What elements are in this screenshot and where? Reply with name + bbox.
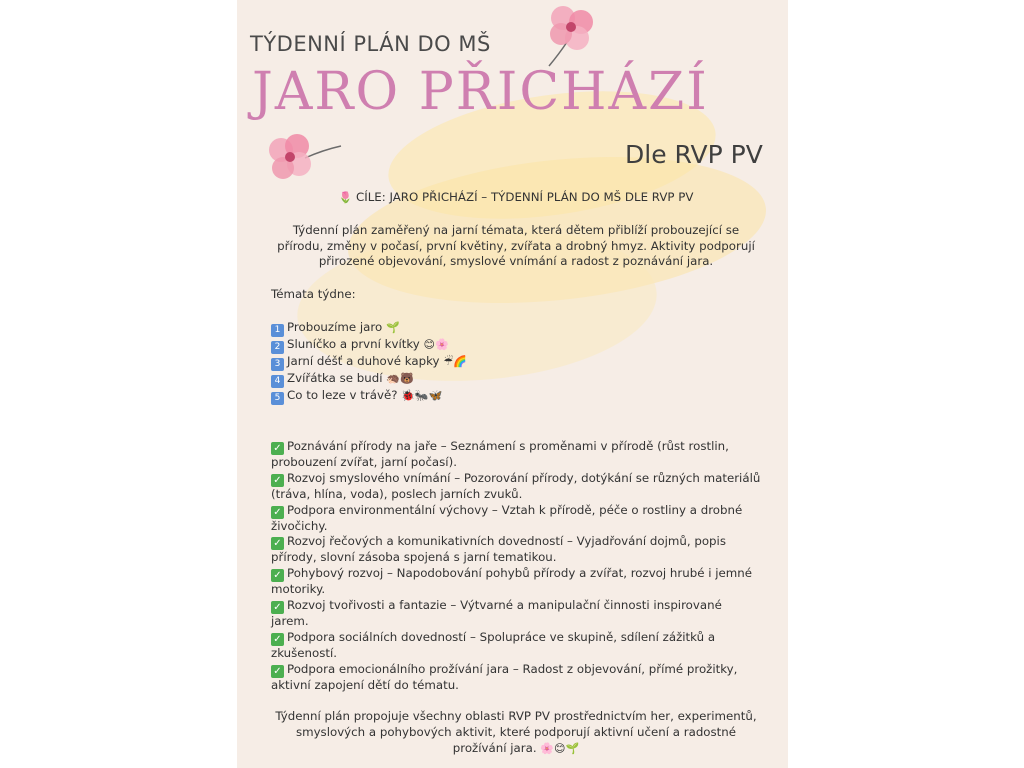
sun-flower-icon: 😊🌸	[423, 337, 449, 351]
goal-text: Rozvoj tvořivosti a fantazie – Výtvarné a manipulační činnosti inspirované jarem.	[271, 597, 722, 628]
list-item	[271, 662, 761, 694]
flower-smile-sprout-icon: 🌸😊🌱	[540, 741, 580, 755]
number-badge-icon: 2	[271, 341, 284, 354]
list-item	[271, 320, 761, 337]
list-item	[271, 388, 761, 405]
list-item	[271, 354, 761, 371]
document-title: JARO PŘICHÁZÍ	[252, 62, 709, 122]
list-item	[271, 371, 761, 388]
document-subtitle: TÝDENNÍ PLÁN DO MŠ	[250, 32, 491, 56]
list-item	[271, 598, 761, 630]
number-badge-icon: 3	[271, 358, 284, 371]
document-tagline: Dle RVP PV	[625, 140, 763, 169]
themes-list	[271, 320, 761, 405]
checkmark-icon: ✓	[271, 537, 284, 550]
number-badge-icon: 1	[271, 324, 284, 337]
checkmark-icon: ✓	[271, 633, 284, 646]
closing-text: Týdenní plán propojuje všechny oblasti RVP PV prostřednictvím her, experimentů, smyslových a pohybových aktivit, které podporují aktivní učení a radostné prožívání jara.	[275, 709, 757, 755]
list-item	[271, 471, 761, 503]
document-page	[237, 0, 788, 768]
theme-text: Zvířátka se budí	[287, 370, 383, 385]
checkmark-icon: ✓	[271, 474, 284, 487]
pink-flower-icon	[265, 128, 345, 188]
theme-text: Sluníčko a první kvítky	[287, 336, 420, 351]
checkmark-icon: ✓	[271, 506, 284, 519]
goals-list	[271, 439, 761, 693]
goal-text: Rozvoj řečových a komunikativních dovedností – Vyjadřování dojmů, popis přírody, slovní zásoba spojená s jarní tematikou.	[271, 534, 726, 565]
list-item	[271, 337, 761, 354]
number-badge-icon: 5	[271, 392, 284, 405]
number-badge-icon: 4	[271, 375, 284, 388]
goal-text: Rozvoj smyslového vnímání – Pozorování přírody, dotýkání se různých materiálů (tráva, hlína, voda), poslech jarních zvuků.	[271, 470, 761, 501]
sprout-icon: 🌱	[385, 320, 400, 334]
closing-paragraph	[271, 709, 761, 756]
list-item	[271, 534, 761, 566]
document-body	[271, 190, 761, 757]
goal-text: Poznávání přírody na jaře – Seznámení s proměnami v přírodě (růst rostlin, probouzení zvířat, jarní počasí).	[271, 438, 729, 469]
checkmark-icon: ✓	[271, 442, 284, 455]
insects-icon: 🐞🐜🦋	[401, 388, 443, 402]
hedgehog-bear-icon: 🦔🐻	[386, 371, 414, 385]
checkmark-icon: ✓	[271, 601, 284, 614]
checkmark-icon: ✓	[271, 569, 284, 582]
umbrella-rainbow-icon: ☔🌈	[443, 354, 467, 368]
theme-text: Jarní déšť a duhové kapky	[287, 353, 440, 368]
goal-text: Podpora emocionálního prožívání jara – Radost z objevování, přímé prožitky, aktivní zapojení dětí do tématu.	[271, 661, 738, 692]
list-item	[271, 439, 761, 471]
theme-text: Co to leze v trávě?	[287, 387, 398, 402]
goals-heading-text: CÍLE: JARO PŘICHÁZÍ – TÝDENNÍ PLÁN DO MŠ DLE RVP PV	[355, 190, 694, 204]
goal-text: Podpora sociálních dovedností – Spolupráce ve skupině, sdílení zážitků a zkušeností.	[271, 629, 716, 660]
list-item	[271, 630, 761, 662]
goal-text: Pohybový rozvoj – Napodobování pohybů přírody a zvířat, rozvoj hrubé i jemné motoriky.	[271, 566, 753, 597]
theme-text: Probouzíme jaro	[287, 319, 383, 334]
list-item	[271, 503, 761, 535]
tulip-icon: 🌷	[338, 191, 353, 204]
goal-text: Podpora environmentální výchovy – Vztah k přírodě, péče o rostliny a drobné živočichy.	[271, 502, 743, 533]
intro-paragraph: Týdenní plán zaměřený na jarní témata, která dětem přiblíží probouzející se přírodu, změny v počasí, první květiny, zvířata a drobný hmyz. Aktivity podporují přirozené objevování, smyslové vnímání a radost z poznávání jara.	[277, 222, 755, 269]
goals-heading	[271, 190, 761, 206]
themes-label: Témata týdne:	[271, 287, 356, 302]
list-item	[271, 566, 761, 598]
checkmark-icon: ✓	[271, 665, 284, 678]
